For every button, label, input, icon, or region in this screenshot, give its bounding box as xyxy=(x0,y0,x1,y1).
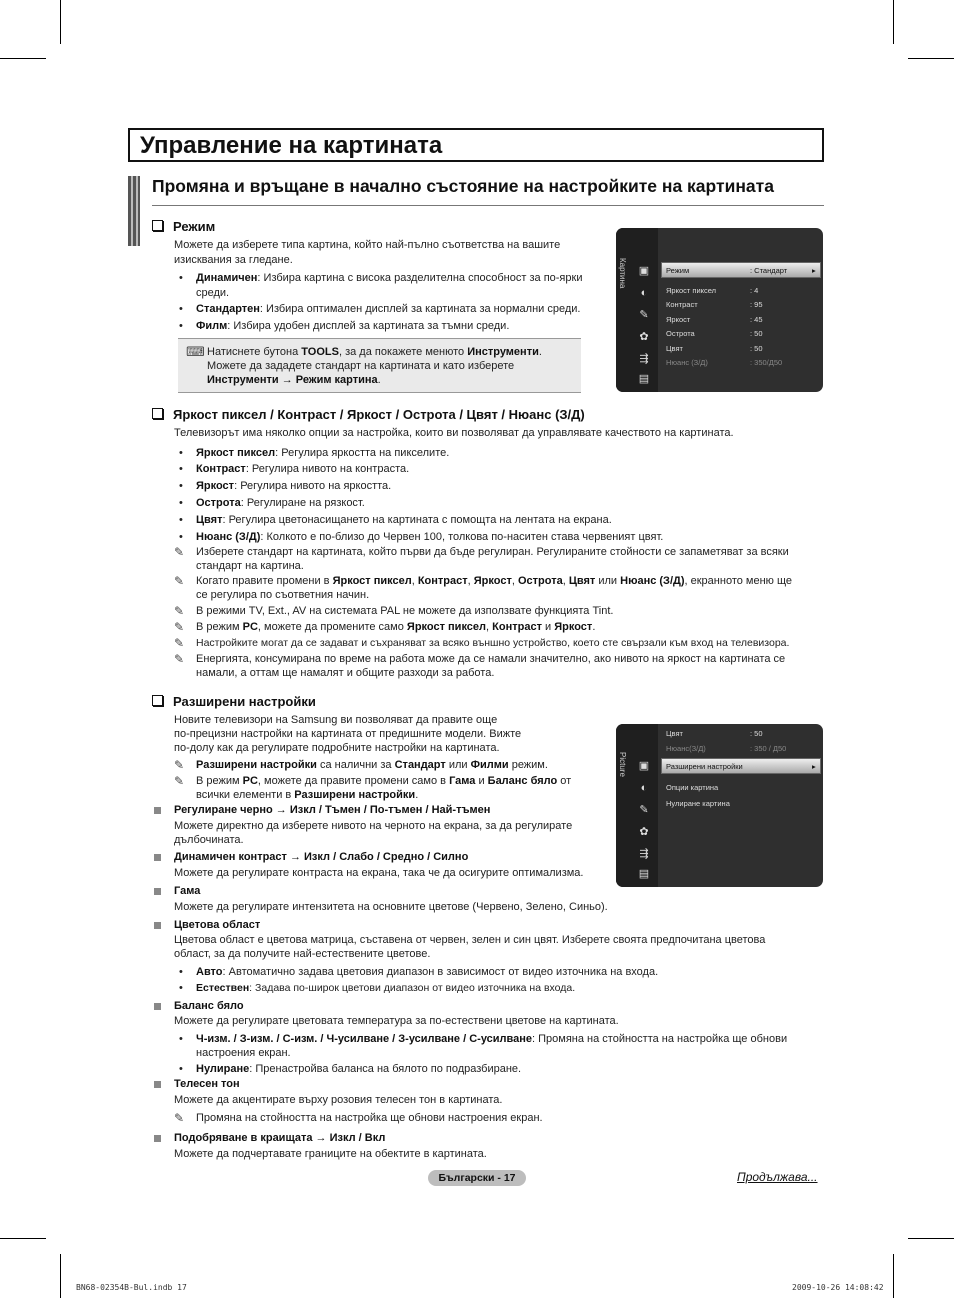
square-bullet-icon xyxy=(154,1081,161,1088)
adjust-note-3: В режими TV, Ext., AV на системата PAL не можете да използвате функцията Tint. xyxy=(196,605,614,617)
section-subtitle: Промяна и връщане в начално състояние на настройките на картината xyxy=(152,176,774,196)
advanced-menu-screenshot xyxy=(616,724,823,887)
note-icon: ✎ xyxy=(174,774,185,788)
checkbox-icon xyxy=(152,695,163,706)
tools-icon: ⌨ xyxy=(186,344,205,359)
setup-icon: ✿ xyxy=(639,826,649,838)
gamma-heading: Гама xyxy=(174,885,201,897)
adjust-heading: Яркост пиксел / Контраст / Яркост / Острота / Цвят / Нюанс (З/Д) xyxy=(152,407,585,422)
page-number: Български - 17 xyxy=(428,1170,526,1186)
bullet-icon: • xyxy=(179,982,183,994)
square-bullet-icon xyxy=(154,807,161,814)
menu-row-label: Нюанс (З/Д) xyxy=(666,358,708,367)
support-icon: ▤ xyxy=(638,373,650,385)
menu-row-label: Нюанс(З/Д) xyxy=(666,744,706,753)
bullet-icon: • xyxy=(179,531,183,543)
menu-row-label: Опции картина xyxy=(666,783,719,792)
menu-row-label: Нулиране картина xyxy=(666,799,730,808)
adjust-intro: Телевизорът има няколко опции за настройка, които ви позволяват да управлявате качеството на картината. xyxy=(174,427,734,439)
adjust-note-2-cont: се регулира по съответния начин. xyxy=(196,589,370,601)
advanced-intro-3: по-долу как да регулирате подробните настройки на картината. xyxy=(174,742,500,754)
picture-icon: ▣ xyxy=(638,265,650,277)
adjust-note-6-cont: намали, а оттам ще намалят и общите разходи за работа. xyxy=(196,667,495,679)
white-balance-text: Можете да регулирате цветовата температура за по-естествени цветове на картината. xyxy=(174,1015,619,1027)
section-bar xyxy=(128,176,140,246)
menu-row-value: : 50 xyxy=(750,729,763,738)
color-space-bullet-2: Естествен: Задава по-широк цветови диапазон от видео източника на входа. xyxy=(196,982,576,994)
adjust-bullet: Острота: Регулиране на рязкост. xyxy=(196,497,365,509)
adjust-note-6: Енергията, консумирана по време на работа може да се намали значително, ако нивото на яркост на картината се xyxy=(196,653,786,665)
bullet-icon: • xyxy=(179,320,183,332)
white-balance-bullet-1-cont: настроения екран. xyxy=(196,1047,291,1059)
bullet-icon: • xyxy=(179,1033,183,1045)
dynamic-contrast-text: Можете да регулирате контраста на екрана, така че да осигурите оптимализма. xyxy=(174,867,584,879)
dynamic-contrast-heading: Динамичен контраст → Изкл / Слабо / Средно / Силно xyxy=(174,851,469,863)
mode-bullet-3: Филм: Избира удобен дисплей за картината за тъмни среди. xyxy=(196,320,510,332)
adjust-note-4: В режим PC, можете да промените само Яркост пиксел, Контраст и Яркост. xyxy=(196,621,596,633)
tools-note-box xyxy=(178,338,581,393)
adjust-bullet: Яркост: Регулира нивото на яркостта. xyxy=(196,480,392,492)
menu-side-label: Картина xyxy=(618,258,627,289)
page-title-box xyxy=(128,128,824,162)
checkbox-icon xyxy=(152,220,163,231)
adjust-bullet: Яркост пиксел: Регулира яркостта на пикселите. xyxy=(196,447,450,459)
tools-note-line-3: Инструменти → Режим картина. xyxy=(207,374,381,386)
adjust-bullet: Нюанс (З/Д): Колкото е по-близо до Червен 100, толкова по-наситен става червеният цвят. xyxy=(196,531,664,543)
note-icon: ✎ xyxy=(174,652,185,666)
color-space-bullet-1: Авто: Автоматично задава цветовия диапазон в зависимост от видео източника на входа. xyxy=(196,966,659,978)
bullet-icon: • xyxy=(179,447,183,459)
square-bullet-icon xyxy=(154,1135,161,1142)
edge-enhancement-heading: Подобряване в краищата → Изкл / Вкл xyxy=(174,1132,386,1144)
advanced-note-2: В режим PC, можете да правите промени само в Гама и Баланс бяло от xyxy=(196,775,572,787)
setup-icon: ✿ xyxy=(639,331,649,343)
menu-row-value: : 50 xyxy=(750,329,763,338)
note-icon: ✎ xyxy=(174,574,185,588)
checkbox-icon xyxy=(152,408,163,419)
note-icon: ✎ xyxy=(174,636,185,650)
black-tone-text-2: дълбочината. xyxy=(174,834,244,846)
edge-enhancement-text: Можете да подчертавате границите на обектите в картината. xyxy=(174,1148,487,1160)
menu-row-label: Яркост xyxy=(666,315,691,324)
sound-icon: ◐ xyxy=(640,782,648,794)
mode-bullet-2: Стандартен: Избира оптимален дисплей за картината за нормални среди. xyxy=(196,303,581,315)
square-bullet-icon xyxy=(154,1003,161,1010)
note-icon: ✎ xyxy=(174,1111,185,1125)
menu-row-label: Острота xyxy=(666,329,695,338)
print-file-info: BN68-02354B-Bul.indb 17 xyxy=(76,1283,187,1292)
bullet-icon: • xyxy=(179,1063,183,1075)
continue-link: Продължава... xyxy=(737,1170,818,1184)
bullet-icon: • xyxy=(179,514,183,526)
menu-row-value: : 4 xyxy=(750,286,759,295)
square-bullet-icon xyxy=(154,922,161,929)
gamma-text: Можете да регулирате интензитета на основните цветове (Червено, Зелено, Синьо). xyxy=(174,901,608,913)
adjust-bullet: Контраст: Регулира нивото на контраста. xyxy=(196,463,410,475)
color-space-text-1: Цветова област е цветова матрица, съставена от червен, зелен и син цвят. Изберете своята предпочитана цветова xyxy=(174,934,766,946)
mode-intro-1: Можете да изберете типа картина, който най-пълно съответства на вашите xyxy=(174,239,561,251)
mode-bullet-1: Динамичен: Избира картина с висока разделителна способност за по-ярки xyxy=(196,272,583,284)
menu-row-label: Контраст xyxy=(666,300,698,309)
advanced-intro-1: Новите телевизори на Samsung ви позволяват да правите още xyxy=(174,714,498,726)
channel-icon: ✎ xyxy=(639,309,649,321)
channel-icon: ✎ xyxy=(639,804,649,816)
adjust-note-1-cont: стандарт на картина. xyxy=(196,560,304,572)
menu-row-label: Цвят xyxy=(666,729,683,738)
square-bullet-icon xyxy=(154,888,161,895)
menu-highlight-advanced[interactable]: Разширени настройки ▸ xyxy=(661,758,821,774)
tools-note-line-1: Натиснете бутона TOOLS, за да покажете менюто Инструменти. xyxy=(207,346,542,358)
mode-bullet-1-cont: среди. xyxy=(196,287,230,299)
flesh-tone-note: Промяна на стойността на настройка ще обнови настроения екран. xyxy=(196,1112,543,1124)
picture-icon: ▣ xyxy=(638,760,650,772)
advanced-heading: Разширени настройки xyxy=(152,694,316,709)
menu-row-value: : 50 xyxy=(750,344,763,353)
input-icon: ⇶ xyxy=(639,848,649,860)
menu-highlight-mode[interactable]: Режим : Стандарт ▸ xyxy=(661,262,821,278)
advanced-intro-2: по-прецизни настройки на картината от предишните модели. Вижте xyxy=(174,728,522,740)
input-icon: ⇶ xyxy=(639,353,649,365)
black-tone-text-1: Можете директно да изберете нивото на черното на екрана, за да регулирате xyxy=(174,820,573,832)
mode-intro-2: изисквания за гледане. xyxy=(174,254,293,266)
white-balance-bullet-1: Ч-изм. / З-изм. / С-изм. / Ч-усилване / З-усилване / С-усилване: Промяна на стойността на настройка ще обнови xyxy=(196,1033,788,1045)
bullet-icon: • xyxy=(179,272,183,284)
menu-row-value: : 350/Д50 xyxy=(750,358,783,367)
support-icon: ▤ xyxy=(638,868,650,880)
bullet-icon: • xyxy=(179,303,183,315)
picture-menu-screenshot xyxy=(616,228,823,392)
black-tone-heading: Регулиране черно → Изкл / Тъмен / По-тъмен / Най-тъмен xyxy=(174,804,491,816)
white-balance-heading: Баланс бяло xyxy=(174,1000,244,1012)
mode-heading: Режим xyxy=(152,219,215,234)
bullet-icon: • xyxy=(179,966,183,978)
bullet-icon: • xyxy=(179,480,183,492)
white-balance-bullet-2: Нулиране: Пренастройва баланса на бялото по подразбиране. xyxy=(196,1063,522,1075)
menu-side-label: Picture xyxy=(618,752,627,777)
flesh-tone-text: Можете да акцентирате върху розовия телесен тон в картината. xyxy=(174,1094,503,1106)
subtitle-divider xyxy=(152,205,824,206)
color-space-heading: Цветова област xyxy=(174,919,261,931)
adjust-note-5: Настройките могат да се задават и съхраняват за всяко външно устройство, което сте свързали към вход на телевизора. xyxy=(196,637,790,649)
menu-sidebar xyxy=(616,228,658,392)
color-space-text-2: област, за да получите най-естествените цветове. xyxy=(174,948,431,960)
advanced-note-1: Разширени настройки са налични за Стандарт или Филми режим. xyxy=(196,759,548,771)
note-icon: ✎ xyxy=(174,545,185,559)
menu-row-value: : 95 xyxy=(750,300,763,309)
adjust-bullet: Цвят: Регулира цветонасищането на картината с помощта на лентата на екрана. xyxy=(196,514,612,526)
menu-row-value: : 45 xyxy=(750,315,763,324)
note-icon: ✎ xyxy=(174,758,185,772)
advanced-note-2-cont: всички елементи в Разширени настройки. xyxy=(196,789,419,801)
note-icon: ✎ xyxy=(174,620,185,634)
print-date-info: 2009-10-26 14:08:42 xyxy=(792,1283,884,1292)
adjust-note-2: Когато правите промени в Яркост пиксел, Контраст, Яркост, Острота, Цвят или Нюанс (З/Д), екранното меню ще xyxy=(196,575,793,587)
bullet-icon: • xyxy=(179,463,183,475)
tools-note-line-2: Можете да зададете стандарт на картината и като изберете xyxy=(207,360,515,372)
bullet-icon: • xyxy=(179,497,183,509)
menu-sidebar xyxy=(616,724,658,887)
menu-row-label: Яркост пиксел xyxy=(666,286,717,295)
menu-row-label: Цвят xyxy=(666,344,683,353)
menu-row-value: : 350 / Д50 xyxy=(750,744,787,753)
square-bullet-icon xyxy=(154,854,161,861)
sound-icon: ◐ xyxy=(640,287,648,299)
page-title: Управление на картината xyxy=(140,132,443,159)
adjust-note-1: Изберете стандарт на картината, който първи да бъде регулиран. Регулираните стойности се запаметяват за всяки xyxy=(196,546,789,558)
flesh-tone-heading: Телесен тон xyxy=(174,1078,240,1090)
note-icon: ✎ xyxy=(174,604,185,618)
